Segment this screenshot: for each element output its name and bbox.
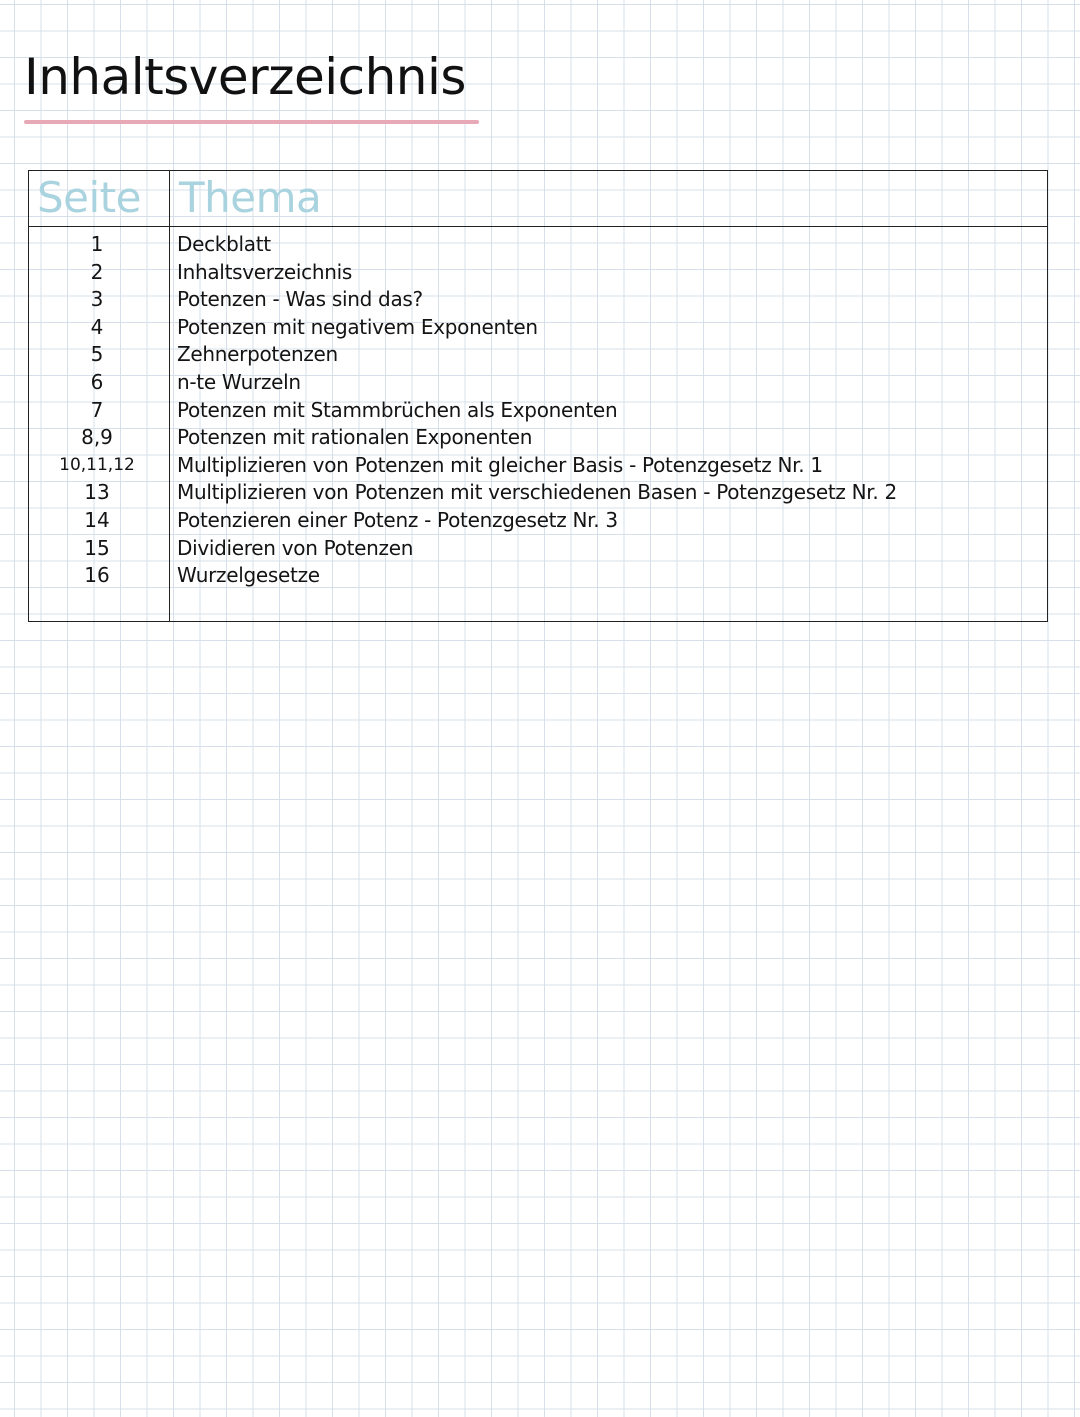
header-page: Seite (37, 173, 141, 222)
row-page-number: 3 (90, 287, 104, 312)
table-row (29, 286, 1047, 314)
table-row (29, 535, 1047, 563)
row-page-number: 10,11,12 (59, 454, 135, 475)
table-row (29, 231, 1047, 259)
table-row (29, 452, 1047, 480)
table-header-row (29, 171, 1047, 227)
row-page-number: 8,9 (81, 425, 113, 450)
table-row (29, 397, 1047, 425)
row-page-number: 16 (84, 563, 110, 588)
table-row (29, 314, 1047, 342)
row-page-number: 5 (90, 342, 104, 367)
table-row (29, 424, 1047, 452)
title-underline (24, 120, 479, 124)
row-topic: Potenzen - Was sind das? (177, 287, 423, 312)
table-of-contents (28, 170, 1048, 622)
row-topic: Potenzen mit Stammbrüchen als Exponenten (177, 397, 618, 422)
row-topic: Zehnerpotenzen (177, 342, 338, 367)
row-topic: Potenzieren einer Potenz - Potenzgesetz Nr. 3 (177, 507, 618, 532)
row-page-number: 15 (84, 535, 110, 560)
row-topic: Multiplizieren von Potenzen mit verschiedenen Basen - Potenzgesetz Nr. 2 (177, 480, 897, 505)
table-row (29, 341, 1047, 369)
row-page-number: 13 (84, 480, 110, 505)
row-page-number: 1 (90, 232, 104, 256)
row-topic: Dividieren von Potenzen (177, 535, 414, 560)
table-row (29, 369, 1047, 397)
header-topic: Thema (179, 173, 322, 222)
row-topic: Wurzelgesetze (177, 563, 320, 588)
row-page-number: 2 (90, 259, 104, 284)
row-topic: Deckblatt (177, 232, 271, 256)
table-row (29, 479, 1047, 507)
row-page-number: 6 (90, 369, 104, 394)
row-topic: Potenzen mit negativem Exponenten (177, 314, 538, 339)
row-topic: n-te Wurzeln (177, 369, 301, 394)
row-topic: Inhaltsverzeichnis (177, 259, 352, 284)
page-title: Inhaltsverzeichnis (24, 48, 466, 106)
table-row (29, 507, 1047, 535)
table-row (29, 562, 1047, 590)
row-page-number: 7 (90, 397, 104, 422)
table-body (29, 231, 1047, 590)
row-topic: Potenzen mit rationalen Exponenten (177, 425, 533, 450)
row-page-number: 14 (84, 507, 110, 532)
table-row (29, 259, 1047, 287)
row-topic: Multiplizieren von Potenzen mit gleicher Basis - Potenzgesetz Nr. 1 (177, 452, 823, 477)
row-page-number: 4 (90, 314, 104, 339)
